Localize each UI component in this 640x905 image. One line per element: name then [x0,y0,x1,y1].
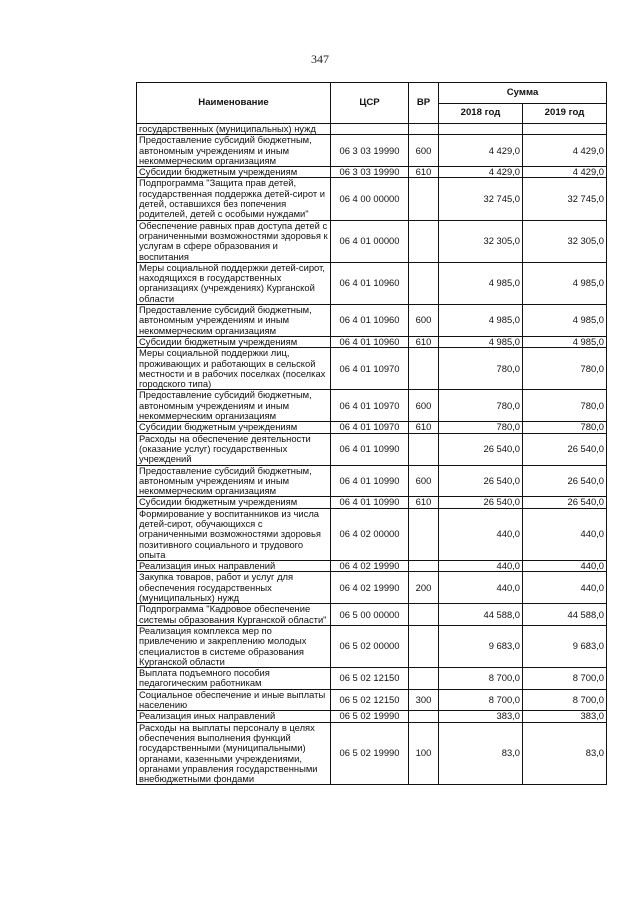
cell-y2019: 4 429,0 [523,135,607,167]
header-sum: Сумма [439,83,607,104]
cell-y2018: 4 429,0 [439,135,523,167]
table-row [137,722,607,785]
cell-name: Субсидии бюджетным учреждениям [137,167,331,178]
cell-csr: 06 4 01 10960 [331,262,409,304]
table-row [137,572,607,604]
cell-vr [409,625,439,667]
cell-y2019: 4 985,0 [523,262,607,304]
table-row [137,689,607,711]
table-row [137,433,607,465]
table-row [137,124,607,135]
cell-name: Выплата подъемного пособия педагогическим работникам [137,668,331,690]
cell-csr: 06 4 01 10960 [331,336,409,347]
cell-vr [409,220,439,262]
cell-vr [409,348,439,390]
cell-name: Социальное обеспечение и иные выплаты населению [137,689,331,711]
cell-y2018: 26 540,0 [439,465,523,497]
cell-y2018: 32 745,0 [439,178,523,220]
table-row [137,178,607,220]
cell-y2019: 26 540,0 [523,497,607,508]
cell-name: Закупка товаров, работ и услуг для обеспечения государственных (муниципальных) нужд [137,572,331,604]
cell-csr: 06 4 02 19990 [331,572,409,604]
cell-y2019: 4 985,0 [523,305,607,337]
cell-y2018: 8 700,0 [439,668,523,690]
cell-csr [331,124,409,135]
cell-name: Предоставление субсидий бюджетным, автономным учреждениям и иным некоммерческим организациям [137,390,331,422]
cell-name: Предоставление субсидий бюджетным, автономным учреждениям и иным некоммерческим организациям [137,465,331,497]
cell-name: Обеспечение равных прав доступа детей с ограниченными возможностями здоровья к услугам в сфере образования и воспитания [137,220,331,262]
table-row [137,390,607,422]
cell-csr: 06 5 02 19990 [331,722,409,785]
budget-table [136,82,607,785]
header-name: Наименование [137,83,331,124]
cell-y2018: 440,0 [439,572,523,604]
cell-csr: 06 4 01 10970 [331,390,409,422]
cell-vr: 300 [409,689,439,711]
cell-name: Реализация иных направлений [137,561,331,572]
cell-name: Формирование у воспитанников из числа детей-сирот, обучающихся с ограниченными возможностями здоровья позитивного социального и трудового опыта [137,508,331,560]
cell-y2019: 440,0 [523,561,607,572]
cell-y2018 [439,124,523,135]
cell-csr: 06 4 01 10990 [331,497,409,508]
cell-y2018: 83,0 [439,722,523,785]
cell-vr [409,561,439,572]
cell-y2019: 32 305,0 [523,220,607,262]
cell-csr: 06 4 01 10970 [331,348,409,390]
cell-y2018: 440,0 [439,508,523,560]
cell-y2018: 383,0 [439,711,523,722]
cell-vr [409,711,439,722]
table-row [137,508,607,560]
table-row [137,465,607,497]
cell-name: Подпрограмма "Кадровое обеспечение системы образования Курганской области" [137,604,331,626]
table-row [137,220,607,262]
cell-y2019: 383,0 [523,711,607,722]
header-2018: 2018 год [439,104,523,124]
cell-y2018: 8 700,0 [439,689,523,711]
cell-name: Расходы на выплаты персоналу в целях обеспечения выполнения функций государственными (муниципальными) органами, казенными учреждениями, органами управления государственными внебюджетными фондами [137,722,331,785]
table-row [137,561,607,572]
cell-name: Субсидии бюджетным учреждениям [137,336,331,347]
cell-y2018: 780,0 [439,422,523,433]
cell-csr: 06 4 01 10960 [331,305,409,337]
cell-csr: 06 3 03 19990 [331,135,409,167]
cell-name: Реализация комплекса мер по привлечению и закреплению молодых специалистов в системе образования Курганской области [137,625,331,667]
table-row [137,711,607,722]
cell-name: Меры социальной поддержки детей-сирот, находящихся в государственных организациях (учреждениях) Курганской области [137,262,331,304]
cell-y2019: 83,0 [523,722,607,785]
cell-csr: 06 4 00 00000 [331,178,409,220]
header-vr: ВР [409,83,439,124]
cell-vr: 600 [409,135,439,167]
cell-vr: 610 [409,167,439,178]
cell-csr: 06 4 02 19990 [331,561,409,572]
cell-name: Расходы на обеспечение деятельности (оказание услуг) государственных учреждений [137,433,331,465]
cell-vr: 200 [409,572,439,604]
table-row [137,497,607,508]
cell-csr: 06 5 02 00000 [331,625,409,667]
cell-y2018: 9 683,0 [439,625,523,667]
header-2019: 2019 год [523,104,607,124]
cell-vr: 610 [409,422,439,433]
cell-name: Субсидии бюджетным учреждениям [137,422,331,433]
cell-y2019: 4 429,0 [523,167,607,178]
cell-y2018: 4 985,0 [439,305,523,337]
cell-csr: 06 5 02 12150 [331,668,409,690]
cell-name: Реализация иных направлений [137,711,331,722]
table-row [137,336,607,347]
cell-y2018: 4 985,0 [439,262,523,304]
cell-vr: 600 [409,305,439,337]
cell-y2018: 44 588,0 [439,604,523,626]
cell-csr: 06 3 03 19990 [331,167,409,178]
cell-name: государственных (муниципальных) нужд [137,124,331,135]
cell-y2019: 440,0 [523,572,607,604]
table-body [137,124,607,785]
table-row [137,625,607,667]
cell-csr: 06 4 01 10970 [331,422,409,433]
table-row [137,668,607,690]
table-row [137,604,607,626]
cell-csr: 06 4 01 10990 [331,465,409,497]
cell-vr [409,668,439,690]
cell-y2019: 9 683,0 [523,625,607,667]
cell-vr: 100 [409,722,439,785]
cell-vr [409,604,439,626]
cell-csr: 06 5 02 19990 [331,711,409,722]
cell-y2019: 780,0 [523,348,607,390]
table-row [137,348,607,390]
cell-name: Меры социальной поддержки лиц, проживающих и работающих в сельской местности и в рабочих поселках (поселках городского типа) [137,348,331,390]
cell-vr [409,433,439,465]
table-row [137,262,607,304]
cell-y2018: 440,0 [439,561,523,572]
cell-y2018: 32 305,0 [439,220,523,262]
cell-csr: 06 4 01 10990 [331,433,409,465]
cell-vr: 600 [409,390,439,422]
table-row [137,135,607,167]
table-row [137,422,607,433]
cell-y2019: 780,0 [523,390,607,422]
cell-y2018: 780,0 [439,348,523,390]
cell-csr: 06 4 02 00000 [331,508,409,560]
cell-vr [409,262,439,304]
cell-y2019: 8 700,0 [523,668,607,690]
cell-vr [409,124,439,135]
cell-vr [409,178,439,220]
cell-y2018: 4 985,0 [439,336,523,347]
header-csr: ЦСР [331,83,409,124]
page-number: 347 [311,52,329,66]
cell-y2019: 440,0 [523,508,607,560]
cell-y2018: 26 540,0 [439,497,523,508]
cell-vr: 600 [409,465,439,497]
table-row [137,167,607,178]
cell-y2019: 8 700,0 [523,689,607,711]
cell-y2019: 26 540,0 [523,465,607,497]
cell-name: Предоставление субсидий бюджетным, автономным учреждениям и иным некоммерческим организациям [137,135,331,167]
cell-y2019: 780,0 [523,422,607,433]
cell-csr: 06 4 01 00000 [331,220,409,262]
cell-y2019: 32 745,0 [523,178,607,220]
cell-vr: 610 [409,336,439,347]
cell-vr [409,508,439,560]
cell-name: Предоставление субсидий бюджетным, автономным учреждениям и иным некоммерческим организациям [137,305,331,337]
cell-y2018: 4 429,0 [439,167,523,178]
cell-y2018: 26 540,0 [439,433,523,465]
cell-csr: 06 5 02 12150 [331,689,409,711]
cell-vr: 610 [409,497,439,508]
cell-name: Субсидии бюджетным учреждениям [137,497,331,508]
cell-y2019: 44 588,0 [523,604,607,626]
cell-csr: 06 5 00 00000 [331,604,409,626]
cell-y2019 [523,124,607,135]
cell-y2018: 780,0 [439,390,523,422]
cell-y2019: 26 540,0 [523,433,607,465]
cell-name: Подпрограмма "Защита прав детей, государственная поддержка детей-сирот и детей, оставшихся без попечения родителей, детей с особыми нуждами" [137,178,331,220]
cell-y2019: 4 985,0 [523,336,607,347]
table-row [137,305,607,337]
